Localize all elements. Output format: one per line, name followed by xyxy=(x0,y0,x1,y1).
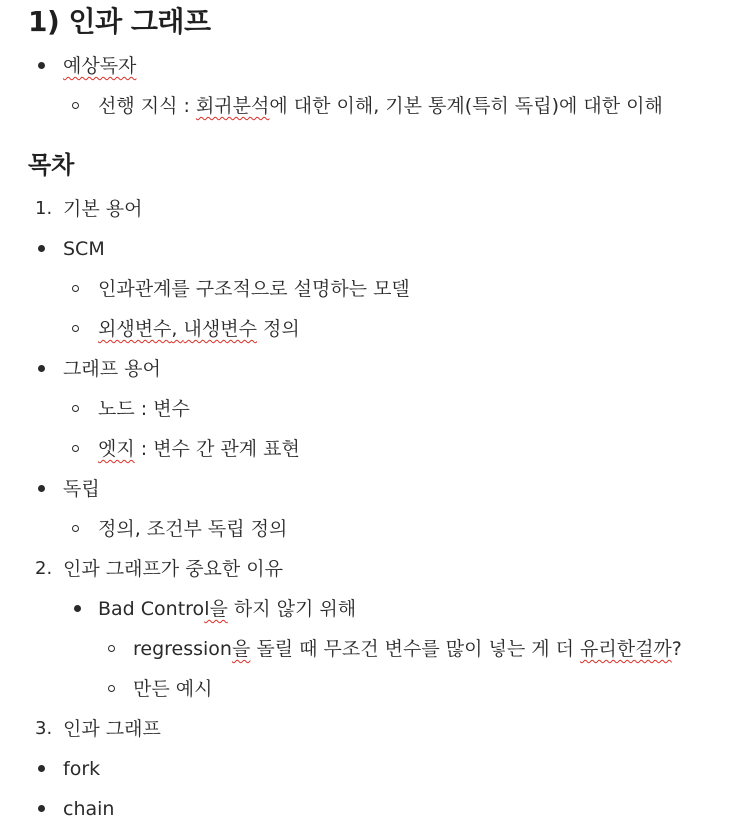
list-item-chain: chain xyxy=(63,798,115,820)
toc-heading: 목차 xyxy=(28,151,75,179)
list-item-independence: 독립 xyxy=(63,478,100,500)
prereq-text-end: 에 대한 이해, 기본 통계(특히 독립)에 대한 이해 xyxy=(269,95,663,117)
list-item-graph-terms: 그래프 용어 xyxy=(63,358,161,380)
list-item-basic-terms: 기본 용어 xyxy=(63,198,143,220)
endogenous-word: 내생변수 xyxy=(183,318,257,340)
list-item-why-graph: 인과 그래프가 중요한 이유 xyxy=(63,558,284,580)
comma: , xyxy=(171,318,184,340)
bullet-disc xyxy=(38,62,45,69)
list-item-prereq-knowledge xyxy=(98,91,663,121)
bullet-circle xyxy=(108,685,115,692)
bullet-disc xyxy=(74,605,81,612)
exogenous-word: 외생변수 xyxy=(98,318,172,340)
list-number: 1. xyxy=(35,198,53,219)
list-item-regression-question xyxy=(133,634,682,664)
bad-control-end: 하지 않기 위해 xyxy=(227,598,357,620)
list-number: 2. xyxy=(35,558,53,579)
bullet-disc xyxy=(38,365,45,372)
list-item-scm: SCM xyxy=(63,238,105,260)
bullet-circle xyxy=(72,525,79,532)
list-item-prereq xyxy=(63,51,136,81)
question-mark: ? xyxy=(671,638,682,660)
bullet-circle xyxy=(72,445,79,452)
bullet-circle xyxy=(72,285,79,292)
list-item-bad-control xyxy=(98,594,356,624)
bullet-disc xyxy=(38,805,45,812)
list-item-example: 만든 예시 xyxy=(133,678,213,700)
regression-word: regression xyxy=(133,638,232,660)
edge-description: : 변수 간 관계 표현 xyxy=(134,438,300,460)
bullet-circle xyxy=(72,325,79,332)
regression-particle: 을 xyxy=(231,638,251,660)
bullet-circle xyxy=(72,102,79,109)
list-item-fork: fork xyxy=(63,758,101,780)
prereq-label: 예상독자 xyxy=(63,55,137,77)
list-item-node: 노드 : 변수 xyxy=(98,398,190,420)
prereq-text-start: 선행 지식 : xyxy=(98,95,196,117)
list-item-scm-variables xyxy=(98,314,300,344)
regression-squiggle-word: 유리한걸까 xyxy=(580,638,672,660)
list-item-causal-graph: 인과 그래프 xyxy=(63,718,161,740)
regression-middle: 돌릴 때 무조건 변수를 많이 넣는 게 더 xyxy=(250,638,581,660)
bullet-disc xyxy=(38,245,45,252)
list-item-scm-description: 인과관계를 구조적으로 설명하는 모델 xyxy=(98,278,410,300)
list-number: 3. xyxy=(35,718,53,739)
bullet-disc xyxy=(38,485,45,492)
bad-control-start: Bad Contro xyxy=(98,598,205,620)
page-title: 1) 인과 그래프 xyxy=(28,5,211,38)
bullet-circle xyxy=(72,405,79,412)
list-item-edge xyxy=(98,434,300,464)
bad-control-squiggle: l을 xyxy=(204,598,228,620)
bullet-disc xyxy=(38,765,45,772)
list-item-independence-def: 정의, 조건부 독립 정의 xyxy=(98,518,288,540)
bullet-circle xyxy=(108,645,115,652)
prereq-squiggle-word: 회귀분석 xyxy=(195,95,270,117)
edge-word: 엣지 xyxy=(98,438,135,460)
definition-word: 정의 xyxy=(256,318,300,340)
